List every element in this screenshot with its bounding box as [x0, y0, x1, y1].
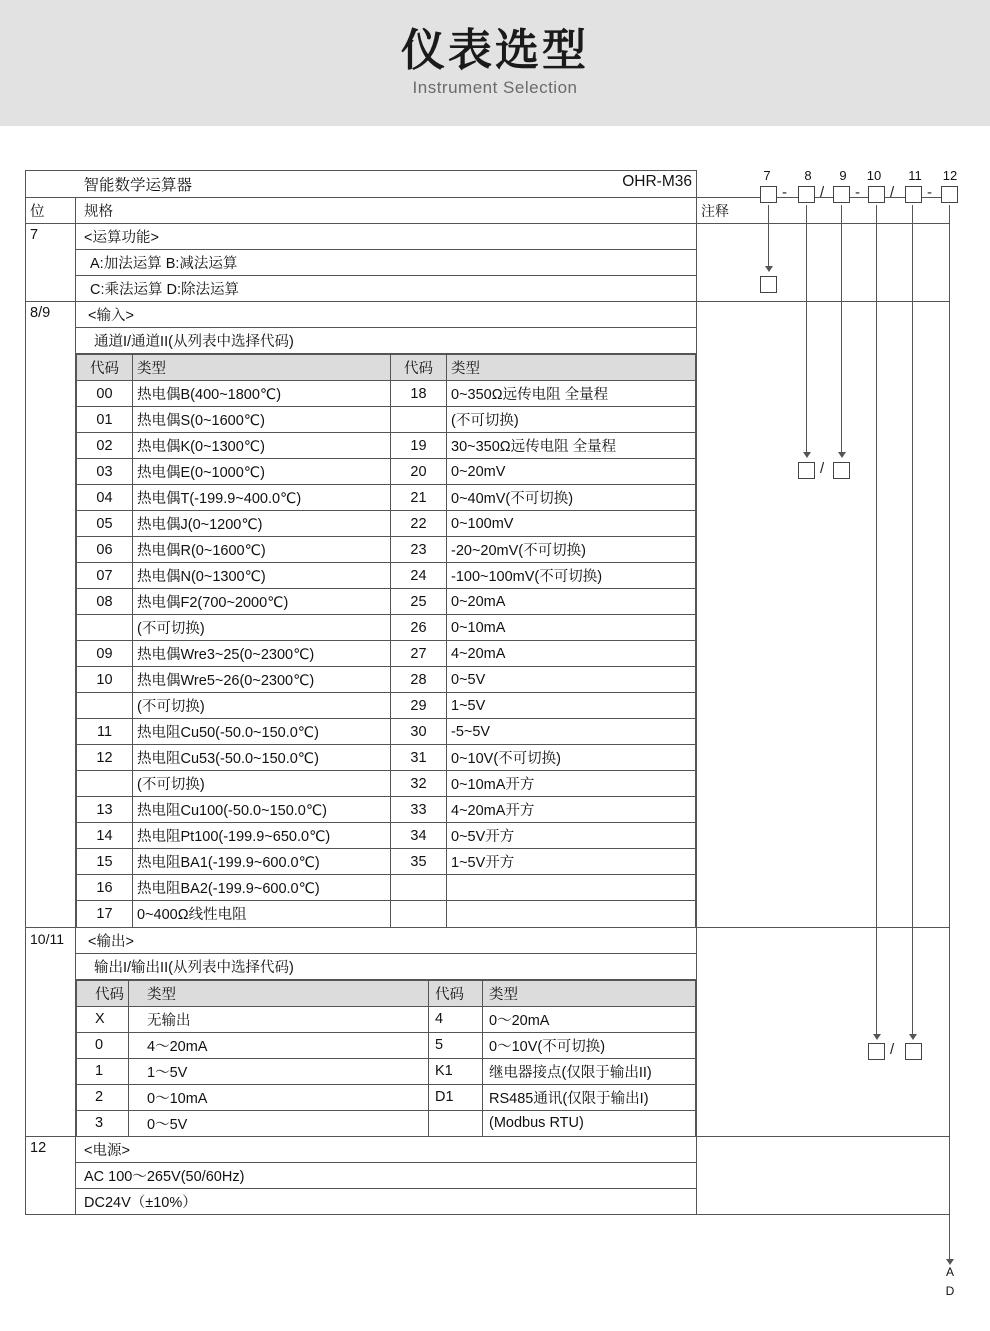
type-cell: 0～10V(不可切换): [483, 1032, 696, 1058]
type-cell: 0~400Ω线性电阻: [133, 901, 391, 927]
model-slash-1: /: [820, 184, 825, 201]
code-cell: [429, 1110, 483, 1136]
type-cell: 0~20mA: [447, 589, 696, 615]
output-code-table-cell: [76, 979, 697, 1137]
type-cell: 热电阻Cu100(-50.0~150.0℃): [133, 797, 391, 823]
code-cell: 34: [391, 823, 447, 849]
type-cell: 30~350Ω远传电阻 全量程: [447, 433, 696, 459]
output-code-header: [77, 980, 696, 1006]
type-cell: 热电偶B(400~1800℃): [133, 381, 391, 407]
code-cell: 02: [77, 433, 133, 459]
section-power-blank: [745, 1137, 950, 1215]
code-cell: 14: [77, 823, 133, 849]
type-cell: 4～20mA: [129, 1032, 429, 1058]
type-cell: 0～5V: [129, 1110, 429, 1136]
code-cell: 27: [391, 641, 447, 667]
code-cell: 04: [77, 485, 133, 511]
table-row: [77, 771, 696, 797]
code-cell: 22: [391, 511, 447, 537]
table-row: [77, 849, 696, 875]
model-dash-1: -: [782, 184, 787, 201]
section-input-subtitle: 通道I/通道II(从列表中选择代码): [76, 328, 697, 354]
type-cell: 热电偶S(0~1600℃): [133, 407, 391, 433]
code-cell: [391, 407, 447, 433]
code-cell: 2: [77, 1084, 129, 1110]
type-cell: 0~10V(不可切换): [447, 745, 696, 771]
table-row: [77, 511, 696, 537]
section-input-pos: 8/9: [26, 302, 76, 928]
code-cell: 35: [391, 849, 447, 875]
model-dash-3: -: [927, 184, 932, 201]
input-code-table: [76, 354, 696, 927]
type-cell: (不可切换): [447, 407, 696, 433]
code-cell: 30: [391, 719, 447, 745]
type-cell: RS485通讯(仅限于输出I): [483, 1084, 696, 1110]
section-func-note: [697, 224, 745, 302]
section-power-line-1: AC 100～265V(50/60Hz): [76, 1163, 697, 1189]
code-cell: X: [77, 1006, 129, 1032]
model-cell: [76, 171, 697, 198]
type-cell: 0~5V: [447, 667, 696, 693]
section-power-pos: 12: [26, 1137, 76, 1215]
type-cell: 热电偶E(0~1000℃): [133, 459, 391, 485]
table-row: [77, 797, 696, 823]
section-output-title-row: [26, 927, 950, 953]
section-power-line-2: DC24V（±10%）: [76, 1189, 697, 1215]
code-cell: 13: [77, 797, 133, 823]
type-cell: 0～10mA: [129, 1084, 429, 1110]
section-func-title: <运算功能>: [76, 224, 697, 250]
header-spacer-note: [697, 171, 745, 198]
code-cell: 31: [391, 745, 447, 771]
code-cell: 5: [429, 1032, 483, 1058]
table-row: [77, 901, 696, 927]
model-dash-2: -: [855, 184, 860, 201]
banner-subtitle: Instrument Selection: [412, 78, 578, 98]
section-power-note: [697, 1137, 745, 1215]
code-cell: 32: [391, 771, 447, 797]
type-cell: 0~10mA: [447, 615, 696, 641]
type-cell: 继电器接点(仅限于输出II): [483, 1058, 696, 1084]
type-cell: (不可切换): [133, 693, 391, 719]
table-row: [77, 745, 696, 771]
code-cell: 21: [391, 485, 447, 511]
product-name-cell: [26, 171, 76, 198]
code-cell: 16: [77, 875, 133, 901]
table-row: [77, 407, 696, 433]
digit-label-11: 11: [908, 168, 922, 183]
code-cell: 33: [391, 797, 447, 823]
code-cell: 01: [77, 407, 133, 433]
table-row: [77, 485, 696, 511]
code-cell: 07: [77, 563, 133, 589]
power-code-d: D: [945, 1284, 955, 1298]
code-cell: 10: [77, 667, 133, 693]
type-cell: 热电偶R(0~1600℃): [133, 537, 391, 563]
column-label-row: [26, 198, 950, 224]
type-cell: 0~350Ω远传电阻 全量程: [447, 381, 696, 407]
code-cell: 17: [77, 901, 133, 927]
power-code-a: A: [945, 1265, 954, 1279]
table-row: [77, 875, 696, 901]
table-row: [77, 1006, 696, 1032]
section-input-note: [697, 302, 745, 928]
type-cell: 热电偶Wre3~25(0~2300℃): [133, 641, 391, 667]
section-func-line-2: C:乘法运算 D:除法运算: [76, 276, 697, 302]
type-cell: 1~5V开方: [447, 849, 696, 875]
code-cell: D1: [429, 1084, 483, 1110]
type-cell: 4~20mA: [447, 641, 696, 667]
table-row: [77, 641, 696, 667]
code-cell: 12: [77, 745, 133, 771]
type-cell: 热电阻Cu53(-50.0~150.0℃): [133, 745, 391, 771]
type-cell: 热电偶Wre5~26(0~2300℃): [133, 667, 391, 693]
type-cell: 0～20mA: [483, 1006, 696, 1032]
section-input-title: <输入>: [76, 302, 697, 328]
section-func-blank: [745, 224, 950, 302]
product-name-label: 智能数学运算器: [83, 177, 193, 194]
type-cell: 无输出: [129, 1006, 429, 1032]
section-func-line-1: A:加法运算 B:减法运算: [76, 250, 697, 276]
leader-arrow-12: [946, 1259, 954, 1265]
selection-table-wrapper: [0, 170, 990, 1215]
table-row: [77, 459, 696, 485]
section-power-title-row: [26, 1137, 950, 1163]
code-cell: 29: [391, 693, 447, 719]
table-row: [77, 381, 696, 407]
code-cell: 19: [391, 433, 447, 459]
digit-label-9: 9: [839, 168, 847, 183]
type-cell: (不可切换): [133, 615, 391, 641]
output-header-code2: 代码: [429, 980, 483, 1006]
output-header-type: 类型: [129, 980, 429, 1006]
type-cell: 0~5V开方: [447, 823, 696, 849]
type-cell: 0~10mA开方: [447, 771, 696, 797]
type-cell: 热电偶N(0~1300℃): [133, 563, 391, 589]
type-cell: 热电偶T(-199.9~400.0℃): [133, 485, 391, 511]
input-header-code2: 代码: [391, 355, 447, 381]
table-row: [77, 615, 696, 641]
section-func-pos: 7: [26, 224, 76, 302]
selection-table: [25, 170, 950, 1215]
table-row: [77, 1084, 696, 1110]
section-power-title: <电源>: [76, 1137, 697, 1163]
code-cell: [391, 901, 447, 927]
type-cell: (Modbus RTU): [483, 1110, 696, 1136]
input-code-table-cell: [76, 354, 697, 928]
digit-label-7: 7: [763, 168, 771, 183]
banner-title: 仪表选型: [401, 25, 589, 75]
selection-slash-output: /: [890, 1041, 895, 1058]
type-cell: 热电偶J(0~1200℃): [133, 511, 391, 537]
type-cell: -20~20mV(不可切换): [447, 537, 696, 563]
header-spacer-blank: [745, 171, 950, 198]
output-header-type2: 类型: [483, 980, 696, 1006]
type-cell: 0~40mV(不可切换): [447, 485, 696, 511]
table-row: [77, 1032, 696, 1058]
selection-slash-input: /: [820, 460, 825, 477]
code-cell: [77, 771, 133, 797]
table-row: [77, 563, 696, 589]
input-header-type: 类型: [133, 355, 391, 381]
code-cell: 20: [391, 459, 447, 485]
digit-label-12: 12: [942, 168, 958, 183]
section-output-pos: 10/11: [26, 927, 76, 1137]
code-cell: 03: [77, 459, 133, 485]
table-row: [77, 693, 696, 719]
table-row: [77, 589, 696, 615]
type-cell: [447, 901, 696, 927]
page-banner: [0, 0, 990, 126]
model-code: OHR-M36: [622, 173, 692, 190]
code-cell: [77, 615, 133, 641]
code-cell: [77, 693, 133, 719]
section-output-title: <输出>: [76, 927, 697, 953]
input-header-type2: 类型: [447, 355, 696, 381]
digit-label-10: 10: [866, 168, 882, 183]
type-cell: 热电阻Cu50(-50.0~150.0℃): [133, 719, 391, 745]
table-row: [77, 537, 696, 563]
type-cell: 热电阻BA2(-199.9~600.0℃): [133, 875, 391, 901]
code-cell: 15: [77, 849, 133, 875]
section-output-blank: [745, 927, 950, 1137]
input-header-code: 代码: [77, 355, 133, 381]
section-input-blank: [745, 302, 950, 928]
type-cell: 0~100mV: [447, 511, 696, 537]
type-cell: 0~20mV: [447, 459, 696, 485]
code-cell: [391, 875, 447, 901]
code-cell: 11: [77, 719, 133, 745]
table-row: [77, 1110, 696, 1136]
table-row: [77, 667, 696, 693]
col-label-blank: [745, 198, 950, 224]
type-cell: 1~5V: [447, 693, 696, 719]
code-cell: 28: [391, 667, 447, 693]
type-cell: 热电偶F2(700~2000℃): [133, 589, 391, 615]
section-func-title-row: [26, 224, 950, 250]
type-cell: -5~5V: [447, 719, 696, 745]
table-row: [77, 433, 696, 459]
code-cell: 3: [77, 1110, 129, 1136]
table-row: [77, 823, 696, 849]
code-cell: 4: [429, 1006, 483, 1032]
digit-label-8: 8: [804, 168, 812, 183]
col-label-pos: 位: [26, 198, 76, 224]
code-cell: K1: [429, 1058, 483, 1084]
section-output-note: [697, 927, 745, 1137]
type-cell: (不可切换): [133, 771, 391, 797]
code-cell: 06: [77, 537, 133, 563]
code-cell: 23: [391, 537, 447, 563]
type-cell: 1～5V: [129, 1058, 429, 1084]
col-label-note: 注释: [697, 198, 745, 224]
type-cell: 热电偶K(0~1300℃): [133, 433, 391, 459]
code-cell: 05: [77, 511, 133, 537]
code-cell: 1: [77, 1058, 129, 1084]
table-row: [77, 1058, 696, 1084]
code-cell: 00: [77, 381, 133, 407]
section-input-title-row: [26, 302, 950, 328]
code-cell: 0: [77, 1032, 129, 1058]
code-cell: 08: [77, 589, 133, 615]
table-header-row: [26, 171, 950, 198]
table-row: [77, 719, 696, 745]
code-cell: 09: [77, 641, 133, 667]
code-cell: 25: [391, 589, 447, 615]
type-cell: 4~20mA开方: [447, 797, 696, 823]
section-output-subtitle: 输出I/输出II(从列表中选择代码): [76, 953, 697, 979]
type-cell: -100~100mV(不可切换): [447, 563, 696, 589]
type-cell: [447, 875, 696, 901]
output-header-code: 代码: [77, 980, 129, 1006]
output-code-table: [76, 980, 696, 1137]
code-cell: 18: [391, 381, 447, 407]
input-code-header: [77, 355, 696, 381]
model-slash-2: /: [890, 184, 895, 201]
type-cell: 热电阻BA1(-199.9~600.0℃): [133, 849, 391, 875]
col-label-spec: 规格: [76, 198, 697, 224]
code-cell: 26: [391, 615, 447, 641]
code-cell: 24: [391, 563, 447, 589]
type-cell: 热电阻Pt100(-199.9~650.0℃): [133, 823, 391, 849]
